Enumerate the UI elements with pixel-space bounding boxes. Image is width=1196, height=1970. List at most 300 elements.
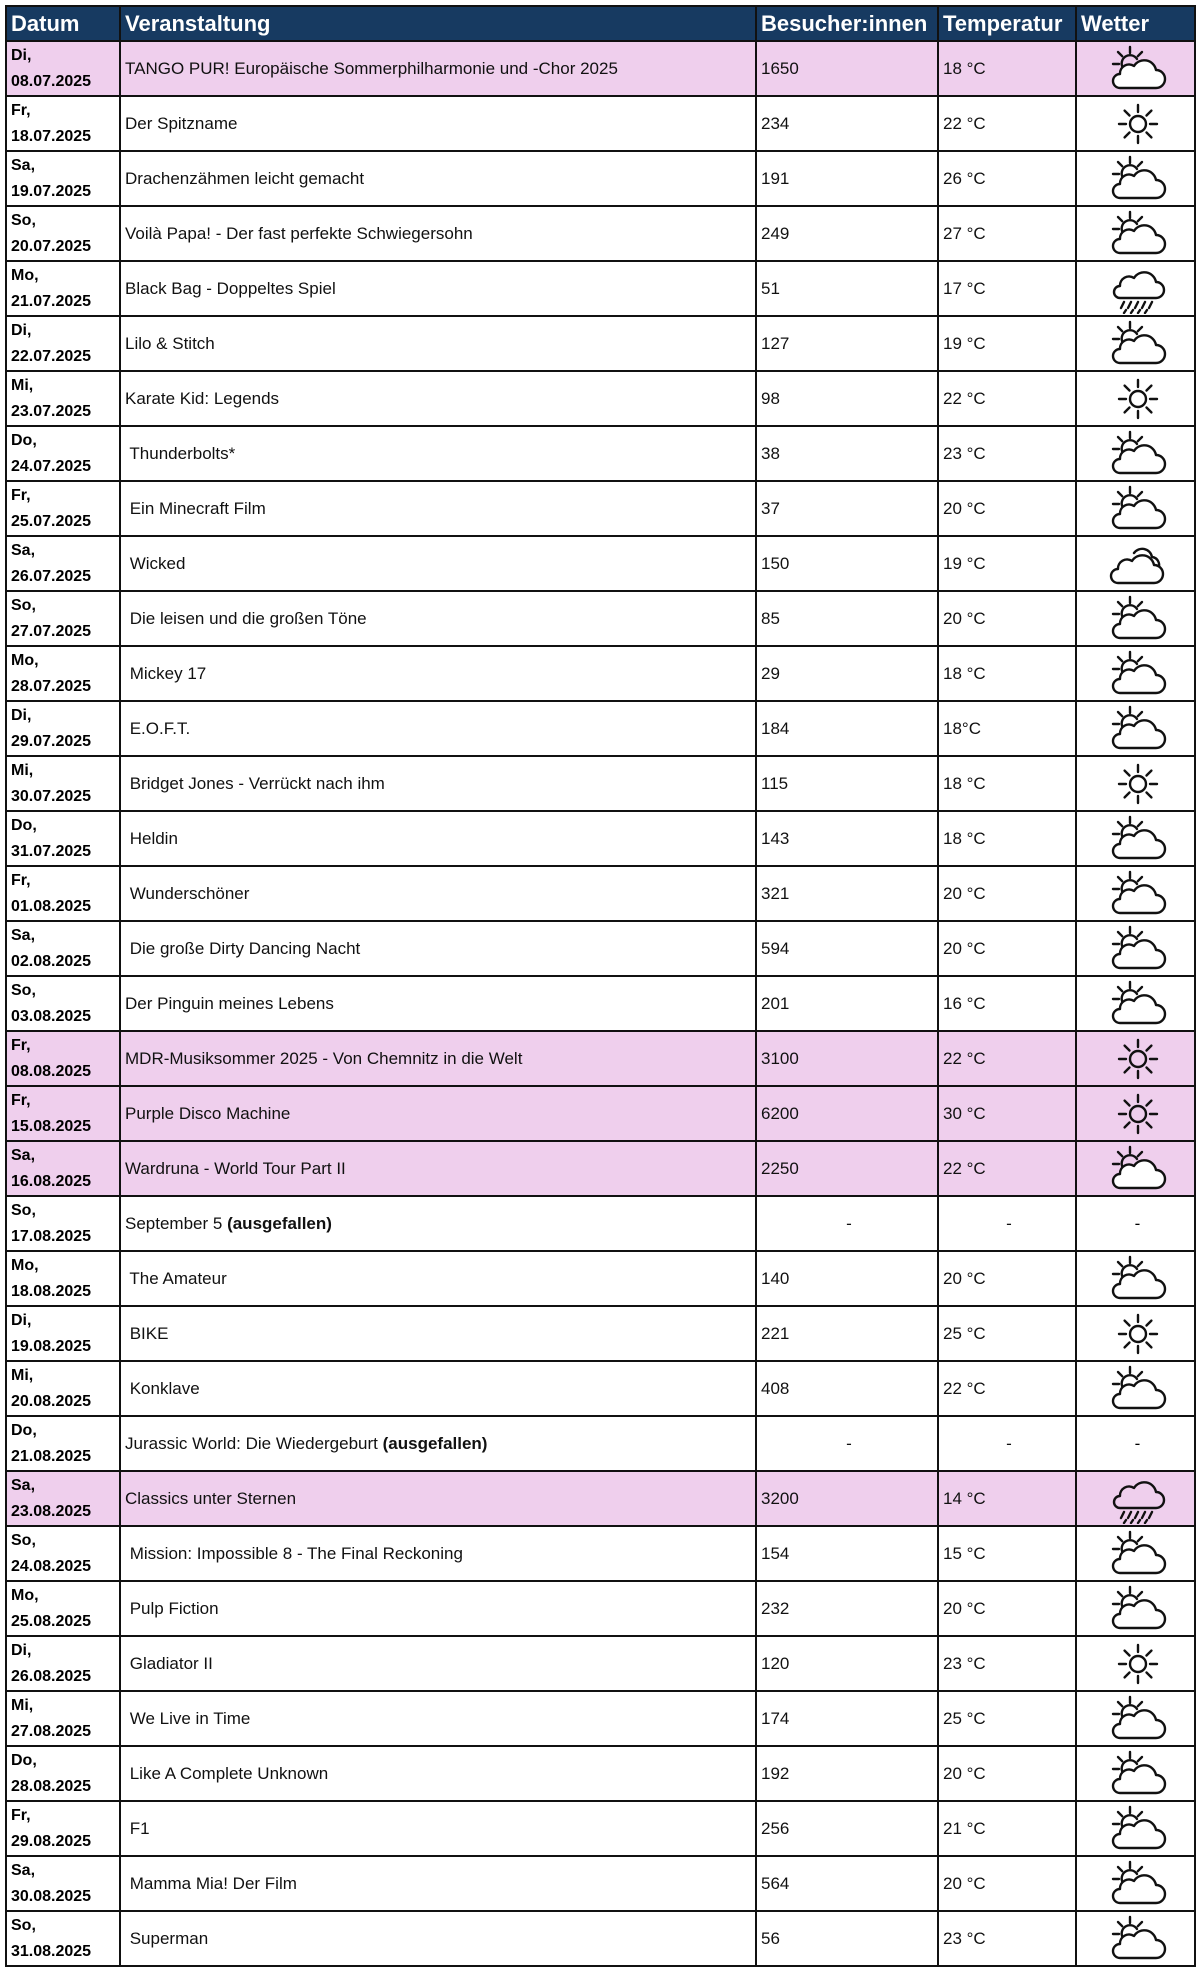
date-cell[interactable] (6, 866, 120, 921)
visitors-cell[interactable]: 408 (756, 1361, 938, 1416)
event-cell[interactable] (120, 1746, 756, 1801)
weekday: Mi, (11, 761, 34, 779)
weather-cell[interactable] (1076, 1031, 1195, 1086)
visitors-cell[interactable]: 249 (756, 206, 938, 261)
header-temperatur[interactable]: Temperatur (938, 6, 1076, 41)
partly-cloudy-icon (1081, 1804, 1194, 1854)
visitors-cell[interactable]: 3100 (756, 1031, 938, 1086)
weather-cell[interactable] (1076, 1801, 1195, 1856)
visitors-cell[interactable]: 321 (756, 866, 938, 921)
event-title: Die große Dirty Dancing Nacht (125, 938, 361, 958)
event-cell[interactable] (120, 646, 756, 701)
event-title: Like A Complete Unknown (125, 1763, 329, 1783)
temperature-cell[interactable]: 20 °C (938, 1581, 1076, 1636)
date-cell[interactable] (6, 1141, 120, 1196)
rain-cloud-icon (1081, 1474, 1194, 1524)
date-cell[interactable] (6, 481, 120, 536)
event-title: Drachenzähmen leicht gemacht (125, 168, 365, 188)
weather-cell[interactable] (1076, 371, 1195, 426)
event-cell[interactable] (120, 261, 756, 316)
weekday: Fr, (11, 486, 31, 504)
event-cell[interactable] (120, 701, 756, 756)
weather-cell[interactable] (1076, 1581, 1195, 1636)
temperature-cell[interactable]: 16 °C (938, 976, 1076, 1031)
weekday: So, (11, 981, 36, 999)
event-cell[interactable] (120, 41, 756, 96)
date: 08.08.2025 (11, 1062, 92, 1080)
event-title: MDR-Musiksommer 2025 - Von Chemnitz in die Welt (125, 1048, 523, 1068)
event-cell[interactable] (120, 481, 756, 536)
temperature-cell[interactable]: 20 °C (938, 921, 1076, 976)
table-row (6, 1086, 1195, 1141)
event-title: Bridget Jones - Verrückt nach ihm (125, 773, 385, 793)
partly-cloudy-icon (1081, 924, 1194, 974)
weekday: Do, (11, 1421, 37, 1439)
temperature-cell[interactable]: 20 °C (938, 481, 1076, 536)
event-cell[interactable] (120, 1306, 756, 1361)
partly-cloudy-icon (1081, 484, 1194, 534)
partly-cloudy-icon (1081, 1694, 1194, 1744)
partly-cloudy-icon (1081, 154, 1194, 204)
temperature-cell[interactable]: 22 °C (938, 371, 1076, 426)
weather-cell[interactable] (1076, 921, 1195, 976)
temperature-cell[interactable]: 22 °C (938, 1031, 1076, 1086)
date-cell[interactable] (6, 96, 120, 151)
event-title: Der Spitzname (125, 113, 238, 133)
event-cell[interactable] (120, 1361, 756, 1416)
visitors-cell[interactable]: 3200 (756, 1471, 938, 1526)
event-cell[interactable] (120, 96, 756, 151)
date: 03.08.2025 (11, 1007, 92, 1025)
table-row (6, 151, 1195, 206)
temperature-cell[interactable]: 22 °C (938, 96, 1076, 151)
table-row (6, 591, 1195, 646)
date-cell[interactable] (6, 811, 120, 866)
date-cell[interactable] (6, 1801, 120, 1856)
visitors-cell[interactable]: 594 (756, 921, 938, 976)
weather-cell[interactable] (1076, 811, 1195, 866)
weather-cell[interactable] (1076, 151, 1195, 206)
event-cell[interactable] (120, 1691, 756, 1746)
weekday: Di, (11, 706, 32, 724)
temperature-cell[interactable]: 18 °C (938, 756, 1076, 811)
weather-cell[interactable] (1076, 866, 1195, 921)
visitors-cell[interactable]: 232 (756, 1581, 938, 1636)
weather-cell[interactable] (1076, 1141, 1195, 1196)
date: 29.08.2025 (11, 1832, 92, 1850)
weekday: Fr, (11, 1091, 31, 1109)
event-title: Voilà Papa! - Der fast perfekte Schwiegersohn (125, 223, 473, 243)
visitors-cell[interactable]: - (756, 1196, 938, 1251)
date: 27.08.2025 (11, 1722, 92, 1740)
temperature-cell[interactable]: 18°C (938, 701, 1076, 756)
partly-cloudy-icon (1081, 1914, 1194, 1964)
event-title: Wunderschöner (125, 883, 250, 903)
weather-cell[interactable] (1076, 206, 1195, 261)
date-cell[interactable] (6, 536, 120, 591)
weather-cell[interactable] (1076, 96, 1195, 151)
weather-cell[interactable] (1076, 756, 1195, 811)
event-title: Thunderbolts* (125, 443, 236, 463)
weekday: Mo, (11, 1586, 39, 1604)
temperature-cell[interactable]: 19 °C (938, 536, 1076, 591)
weather-cell[interactable] (1076, 1251, 1195, 1306)
temperature-cell[interactable]: 18 °C (938, 41, 1076, 96)
date-cell[interactable] (6, 41, 120, 96)
event-cell[interactable] (120, 371, 756, 426)
date: 18.07.2025 (11, 127, 92, 145)
date-cell[interactable] (6, 1911, 120, 1966)
temperature-cell[interactable]: 18 °C (938, 646, 1076, 701)
event-cell[interactable] (120, 921, 756, 976)
weekday: Do, (11, 1751, 37, 1769)
partly-cloudy-icon (1081, 649, 1194, 699)
event-cell[interactable] (120, 1196, 756, 1251)
event-cell[interactable] (120, 316, 756, 371)
visitors-cell[interactable]: 564 (756, 1856, 938, 1911)
date: 21.08.2025 (11, 1447, 92, 1465)
event-title: Wicked (125, 553, 186, 573)
date: 31.08.2025 (11, 1942, 92, 1960)
date: 15.08.2025 (11, 1117, 92, 1135)
temperature-cell[interactable]: 22 °C (938, 1141, 1076, 1196)
sun-icon (1081, 1089, 1194, 1139)
date: 19.07.2025 (11, 182, 92, 200)
weekday: Sa, (11, 926, 36, 944)
table-row (6, 536, 1195, 591)
event-cell[interactable] (120, 1141, 756, 1196)
visitors-cell[interactable]: 201 (756, 976, 938, 1031)
weather-cell[interactable] (1076, 1911, 1195, 1966)
date-cell[interactable] (6, 756, 120, 811)
visitors-cell[interactable]: - (756, 1416, 938, 1471)
weather-cell[interactable] (1076, 591, 1195, 646)
date-cell[interactable] (6, 976, 120, 1031)
table-row (6, 316, 1195, 371)
weekday: So, (11, 211, 36, 229)
partly-cloudy-icon (1081, 1749, 1194, 1799)
weather-cell[interactable] (1076, 536, 1195, 591)
event-title: Heldin (125, 828, 178, 848)
event-cell[interactable] (120, 756, 756, 811)
table-row (6, 646, 1195, 701)
date-cell[interactable] (6, 1691, 120, 1746)
date-cell[interactable] (6, 1086, 120, 1141)
table-row (6, 371, 1195, 426)
table-row (6, 866, 1195, 921)
temperature-cell[interactable]: 20 °C (938, 1251, 1076, 1306)
table-row (6, 1801, 1195, 1856)
visitors-cell[interactable]: 234 (756, 96, 938, 151)
event-cell[interactable] (120, 1416, 756, 1471)
date: 24.08.2025 (11, 1557, 92, 1575)
temperature-cell[interactable]: 30 °C (938, 1086, 1076, 1141)
date-cell[interactable] (6, 371, 120, 426)
date: 02.08.2025 (11, 952, 92, 970)
visitors-cell[interactable]: 51 (756, 261, 938, 316)
date-cell[interactable] (6, 261, 120, 316)
date-cell[interactable] (6, 206, 120, 261)
event-table (5, 5, 1196, 1967)
weekday: Di, (11, 1641, 32, 1659)
sun-icon (1081, 1309, 1194, 1359)
temperature-cell[interactable]: 25 °C (938, 1691, 1076, 1746)
date-cell[interactable] (6, 426, 120, 481)
date-cell[interactable] (6, 1636, 120, 1691)
date: 01.08.2025 (11, 897, 92, 915)
weekday: Fr, (11, 101, 31, 119)
table-row (6, 1416, 1195, 1471)
partly-cloudy-icon (1081, 1529, 1194, 1579)
event-title: Black Bag - Doppeltes Spiel (125, 278, 336, 298)
weather-cell[interactable] (1076, 646, 1195, 701)
weather-cell[interactable] (1076, 1526, 1195, 1581)
event-cell[interactable] (120, 1856, 756, 1911)
partly-cloudy-icon (1081, 979, 1194, 1029)
weather-cell[interactable] (1076, 1746, 1195, 1801)
header-datum[interactable]: Datum (6, 6, 120, 41)
weekday: Do, (11, 816, 37, 834)
visitors-cell[interactable]: 2250 (756, 1141, 938, 1196)
date: 30.08.2025 (11, 1887, 92, 1905)
event-cell[interactable] (120, 1031, 756, 1086)
weather-cell[interactable] (1076, 701, 1195, 756)
date-cell[interactable] (6, 1416, 120, 1471)
visitors-cell[interactable]: 221 (756, 1306, 938, 1361)
weekday: Di, (11, 1311, 32, 1329)
temperature-cell[interactable]: 15 °C (938, 1526, 1076, 1581)
event-cell[interactable] (120, 1636, 756, 1691)
visitors-cell[interactable]: 37 (756, 481, 938, 536)
cancelled-note: (ausgefallen) (382, 1433, 488, 1453)
date: 23.08.2025 (11, 1502, 92, 1520)
visitors-cell[interactable]: 150 (756, 536, 938, 591)
partly-cloudy-icon (1081, 44, 1194, 94)
event-cell[interactable] (120, 591, 756, 646)
event-cell[interactable] (120, 1526, 756, 1581)
partly-cloudy-icon (1081, 319, 1194, 369)
weekday: Di, (11, 321, 32, 339)
visitors-cell[interactable]: 140 (756, 1251, 938, 1306)
visitors-cell[interactable]: 29 (756, 646, 938, 701)
partly-cloudy-icon (1081, 429, 1194, 479)
sun-icon (1081, 99, 1194, 149)
weather-cell[interactable] (1076, 481, 1195, 536)
partly-cloudy-icon (1081, 869, 1194, 919)
temperature-cell[interactable]: 26 °C (938, 151, 1076, 206)
weekday: Sa, (11, 156, 36, 174)
temperature-cell[interactable]: 23 °C (938, 1911, 1076, 1966)
weekday: Mo, (11, 266, 39, 284)
weekday: So, (11, 1916, 36, 1934)
event-cell[interactable] (120, 1251, 756, 1306)
visitors-cell[interactable]: 120 (756, 1636, 938, 1691)
table-row (6, 96, 1195, 151)
temperature-cell[interactable]: 20 °C (938, 866, 1076, 921)
date: 28.07.2025 (11, 677, 92, 695)
weather-cell[interactable] (1076, 1471, 1195, 1526)
weather-cell[interactable] (1076, 1306, 1195, 1361)
weather-cell[interactable] (1076, 1361, 1195, 1416)
visitors-cell[interactable]: 174 (756, 1691, 938, 1746)
visitors-cell[interactable]: 184 (756, 701, 938, 756)
visitors-cell[interactable]: 6200 (756, 1086, 938, 1141)
date: 20.07.2025 (11, 237, 92, 255)
sun-icon (1081, 759, 1194, 809)
cloud-icon (1081, 539, 1194, 589)
weather-cell[interactable] (1076, 261, 1195, 316)
event-title: Mickey 17 (125, 663, 207, 683)
date-cell[interactable] (6, 1746, 120, 1801)
date-cell[interactable] (6, 1856, 120, 1911)
temperature-cell[interactable]: - (938, 1196, 1076, 1251)
visitors-cell[interactable]: 1650 (756, 41, 938, 96)
date: 08.07.2025 (11, 72, 92, 90)
event-cell[interactable] (120, 151, 756, 206)
date: 30.07.2025 (11, 787, 92, 805)
weather-cell[interactable] (1076, 1196, 1195, 1251)
date-cell[interactable] (6, 921, 120, 976)
sun-icon (1081, 1034, 1194, 1084)
event-cell[interactable] (120, 1471, 756, 1526)
date: 20.08.2025 (11, 1392, 92, 1410)
table-row (6, 1141, 1195, 1196)
temperature-cell[interactable]: 25 °C (938, 1306, 1076, 1361)
event-title: Lilo & Stitch (125, 333, 215, 353)
partly-cloudy-icon (1081, 1584, 1194, 1634)
visitors-cell[interactable]: 154 (756, 1526, 938, 1581)
rain-cloud-icon (1081, 264, 1194, 314)
event-title: Superman (125, 1928, 209, 1948)
temperature-cell[interactable]: 20 °C (938, 1856, 1076, 1911)
event-cell[interactable] (120, 1911, 756, 1966)
weather-cell[interactable] (1076, 426, 1195, 481)
visitors-cell[interactable]: 256 (756, 1801, 938, 1856)
event-title: TANGO PUR! Europäische Sommerphilharmonie und -Chor 2025 (125, 58, 618, 78)
temperature-cell[interactable]: 27 °C (938, 206, 1076, 261)
event-title: Purple Disco Machine (125, 1103, 291, 1123)
temperature-cell[interactable]: 18 °C (938, 811, 1076, 866)
date-cell[interactable] (6, 1196, 120, 1251)
visitors-cell[interactable]: 127 (756, 316, 938, 371)
event-cell[interactable] (120, 1581, 756, 1636)
visitors-cell[interactable]: 191 (756, 151, 938, 206)
partly-cloudy-icon (1081, 1254, 1194, 1304)
date: 27.07.2025 (11, 622, 92, 640)
temperature-cell[interactable]: 17 °C (938, 261, 1076, 316)
event-title: BIKE (125, 1323, 169, 1343)
date-cell[interactable] (6, 701, 120, 756)
weather-cell[interactable] (1076, 1691, 1195, 1746)
table-row (6, 1746, 1195, 1801)
event-cell[interactable] (120, 536, 756, 591)
event-cell[interactable] (120, 811, 756, 866)
date: 17.08.2025 (11, 1227, 92, 1245)
weekday: Mo, (11, 1256, 39, 1274)
weather-cell[interactable] (1076, 1086, 1195, 1141)
visitors-cell[interactable]: 115 (756, 756, 938, 811)
header-wetter[interactable]: Wetter (1076, 6, 1195, 41)
temperature-cell[interactable]: 14 °C (938, 1471, 1076, 1526)
visitors-cell[interactable]: 56 (756, 1911, 938, 1966)
partly-cloudy-icon (1081, 209, 1194, 259)
date-cell[interactable] (6, 591, 120, 646)
table-row (6, 1306, 1195, 1361)
date-cell[interactable] (6, 1526, 120, 1581)
weather-cell[interactable] (1076, 41, 1195, 96)
temperature-cell[interactable]: - (938, 1416, 1076, 1471)
table-row (6, 1251, 1195, 1306)
header-row (6, 6, 1195, 41)
event-cell[interactable] (120, 866, 756, 921)
temperature-cell[interactable]: 21 °C (938, 1801, 1076, 1856)
table-row (6, 1911, 1195, 1966)
date-cell[interactable] (6, 151, 120, 206)
table-row (6, 976, 1195, 1031)
weekday: So, (11, 596, 36, 614)
table-row (6, 1361, 1195, 1416)
partly-cloudy-icon (1081, 1859, 1194, 1909)
event-cell[interactable] (120, 426, 756, 481)
weekday: Mi, (11, 1696, 34, 1714)
temperature-cell[interactable]: 23 °C (938, 426, 1076, 481)
temperature-cell[interactable]: 22 °C (938, 1361, 1076, 1416)
event-cell[interactable] (120, 976, 756, 1031)
table-row (6, 41, 1195, 96)
date-cell[interactable] (6, 316, 120, 371)
weather-cell[interactable] (1076, 316, 1195, 371)
date-cell[interactable] (6, 1251, 120, 1306)
date-cell[interactable] (6, 1031, 120, 1086)
event-cell[interactable] (120, 1801, 756, 1856)
visitors-cell[interactable]: 143 (756, 811, 938, 866)
event-title: Die leisen und die großen Töne (125, 608, 367, 628)
partly-cloudy-icon (1081, 704, 1194, 754)
temperature-cell[interactable]: 23 °C (938, 1636, 1076, 1691)
sun-icon (1081, 374, 1194, 424)
weather-cell[interactable] (1076, 1856, 1195, 1911)
header-veranstaltung[interactable]: Veranstaltung (120, 6, 756, 41)
date-cell[interactable] (6, 1581, 120, 1636)
temperature-cell[interactable]: 20 °C (938, 1746, 1076, 1801)
temperature-cell[interactable]: 20 °C (938, 591, 1076, 646)
event-cell[interactable] (120, 206, 756, 261)
visitors-cell[interactable]: 85 (756, 591, 938, 646)
visitors-cell[interactable]: 98 (756, 371, 938, 426)
date-cell[interactable] (6, 1361, 120, 1416)
visitors-cell[interactable]: 38 (756, 426, 938, 481)
date: 16.08.2025 (11, 1172, 92, 1190)
temperature-cell[interactable]: 19 °C (938, 316, 1076, 371)
weekday: Sa, (11, 1146, 36, 1164)
date-cell[interactable] (6, 1306, 120, 1361)
date-cell[interactable] (6, 1471, 120, 1526)
visitors-cell[interactable]: 192 (756, 1746, 938, 1801)
event-title: Konklave (125, 1378, 200, 1398)
header-besucher[interactable]: Besucher:innen (756, 6, 938, 41)
table-row (6, 426, 1195, 481)
weather-cell[interactable] (1076, 976, 1195, 1031)
date: 19.08.2025 (11, 1337, 92, 1355)
event-cell[interactable] (120, 1086, 756, 1141)
date: 29.07.2025 (11, 732, 92, 750)
weather-cell[interactable] (1076, 1636, 1195, 1691)
cancelled-note: (ausgefallen) (227, 1213, 332, 1233)
weather-cell[interactable] (1076, 1416, 1195, 1471)
date-cell[interactable] (6, 646, 120, 701)
date: 24.07.2025 (11, 457, 92, 475)
event-title: We Live in Time (125, 1708, 251, 1728)
